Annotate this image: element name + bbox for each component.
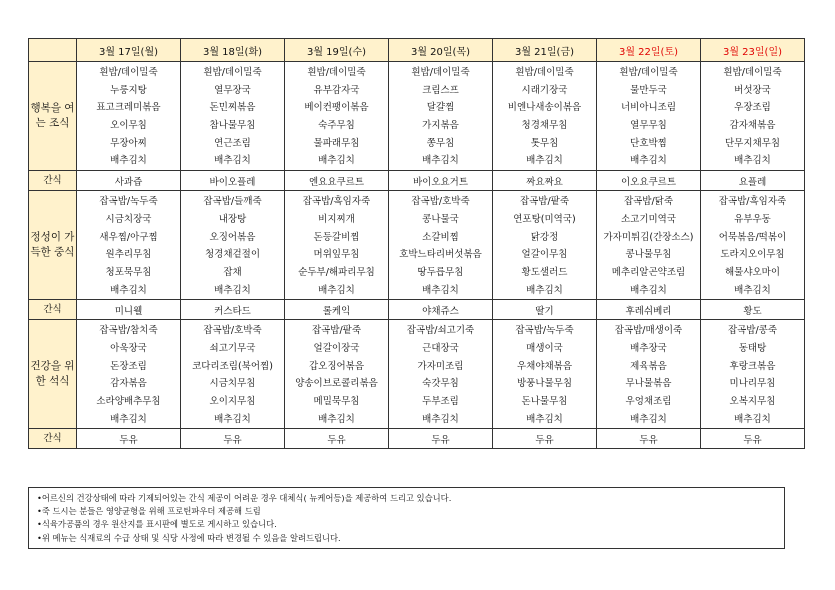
menu-item: 동태탕: [738, 342, 767, 354]
dinner-cell-1: [77, 320, 181, 429]
menu-item: 배추김치: [526, 284, 563, 296]
menu-item: 배추김치: [734, 155, 771, 167]
snack1-cell-1: 사과즙: [77, 171, 181, 191]
menu-item: 배추김치: [422, 284, 459, 296]
menu-item: 배추김치: [630, 413, 667, 425]
menu-item: 시금치무침: [209, 378, 256, 390]
menu-item: 가자미조림: [417, 360, 464, 372]
breakfast-row: [29, 62, 805, 171]
snack2-cell-7: 황도: [701, 300, 805, 320]
menu-item: 연근조림: [214, 137, 251, 149]
menu-item: 표고크레미볶음: [96, 102, 161, 114]
menu-item: 배추김치: [734, 284, 771, 296]
menu-item: 두부조림: [422, 396, 459, 407]
menu-item: 숙주무침: [318, 120, 355, 132]
dinner-cell-6: [597, 320, 701, 429]
menu-item: 내장탕: [218, 213, 247, 225]
menu-item: 콩나물국: [422, 213, 459, 225]
menu-item: 잡곡밥/흑임자죽: [718, 196, 787, 208]
breakfast-cell-6: [597, 62, 701, 171]
snack1-cell-4: 바이오요거트: [389, 171, 493, 191]
header-corner: [29, 39, 77, 62]
menu-item: 쇠고기무국: [209, 342, 256, 354]
menu-item: 배추김치: [734, 413, 771, 425]
menu-item: 흰밥/데이밀죽: [723, 67, 782, 78]
header-row: [29, 39, 805, 62]
menu-item: 배추김치: [422, 413, 459, 425]
menu-item: 열무장국: [214, 84, 251, 96]
breakfast-cell-7: [701, 62, 805, 171]
snack3-row: [29, 429, 805, 449]
menu-item: 얼갈이무침: [521, 249, 568, 261]
menu-item: 잡곡밥/닭죽: [623, 196, 674, 208]
snack3-cell-2: 두유: [181, 429, 285, 449]
menu-item: 청포묵무침: [105, 266, 152, 278]
menu-item: 배추김치: [214, 155, 251, 167]
breakfast-cell-5: [493, 62, 597, 171]
snack2-cell-2: 커스타드: [181, 300, 285, 320]
menu-item: 오이무침: [110, 120, 147, 132]
menu-item: 달걀찜: [426, 102, 455, 114]
menu-item: 후랑크볶음: [729, 360, 776, 372]
menu-item: 비엔나새송이볶음: [507, 102, 582, 114]
snack3-cell-1: 두유: [77, 429, 181, 449]
menu-item: 버섯장국: [734, 84, 771, 96]
menu-item: 단무지채무침: [724, 137, 781, 149]
menu-item: 유부우동: [734, 213, 771, 225]
menu-item: 흰밥/데이밀죽: [203, 67, 262, 78]
menu-item: 배추김치: [214, 413, 251, 425]
menu-item: 황도샐러드: [521, 266, 568, 278]
menu-item: 땅두릅무침: [417, 266, 464, 278]
menu-item: 물만두국: [630, 84, 667, 96]
menu-item: 양송이브로콜리볶음: [295, 378, 378, 390]
menu-item: 우엉채조림: [625, 396, 672, 407]
snack2-label: 간식: [29, 300, 77, 320]
menu-item: 미나리무침: [729, 378, 776, 390]
menu-item: 베이컨팽이볶음: [304, 102, 369, 114]
menu-item: 감자볶음: [110, 378, 147, 390]
dinner-label: 건강을 위한 석식: [29, 320, 77, 429]
menu-item: 소라양배추무침: [96, 396, 161, 407]
menu-item: 연포탕(미역국): [513, 213, 576, 225]
menu-item: 무장아찌: [110, 137, 147, 149]
menu-item: 누룽지탕: [110, 84, 147, 96]
menu-item: 배추김치: [630, 155, 667, 167]
menu-item: 잡곡밥/호박죽: [411, 196, 470, 208]
menu-item: 머위잎무침: [313, 249, 360, 261]
dinner-cell-7: [701, 320, 805, 429]
breakfast-cell-3: [285, 62, 389, 171]
menu-item: 크림스프: [422, 84, 459, 96]
snack2-cell-3: 롤케익: [285, 300, 389, 320]
snack2-cell-5: 딸기: [493, 300, 597, 320]
menu-item: 시래기장국: [521, 84, 568, 96]
note-line: •죽 드시는 분들은 영양균형을 위해 프로틴파우더 제공해 드림: [37, 506, 261, 517]
menu-item: 비지찌개: [318, 213, 355, 225]
menu-item: 쫑무침: [426, 137, 455, 149]
snack1-cell-6: 이오요쿠르트: [597, 171, 701, 191]
menu-item: 콩나물무침: [625, 249, 672, 261]
lunch-cell-5: [493, 191, 597, 300]
menu-item: 배추김치: [318, 155, 355, 167]
snack1-cell-3: 엔요요쿠르트: [285, 171, 389, 191]
menu-item: 잡곡밥/참치죽: [99, 325, 158, 337]
menu-item: 메추리알곤약조림: [611, 266, 686, 278]
menu-item: 배추김치: [318, 413, 355, 425]
menu-item: 소고기미역국: [620, 213, 677, 225]
lunch-cell-1: [77, 191, 181, 300]
menu-item: 오복지무침: [729, 396, 776, 407]
menu-item: 새우찜/아구찜: [99, 231, 158, 243]
note-line: •어르신의 건강상태에 따라 기제되어있는 간식 제공이 어려운 경우 대체식( 뉴케어등)을 제공하여 드리고 있습니다.: [37, 493, 452, 503]
menu-item: 배추김치: [422, 155, 459, 167]
notes-box: [28, 487, 785, 549]
menu-table: [28, 38, 805, 449]
menu-item: 흰밥/데이밀죽: [411, 67, 470, 78]
lunch-cell-7: [701, 191, 805, 300]
lunch-cell-4: [389, 191, 493, 300]
snack1-cell-2: 바이오플레: [181, 171, 285, 191]
snack2-cell-1: 미니웰: [77, 300, 181, 320]
note-line: •위 메뉴는 식재료의 수급 상태 및 식당 사정에 따라 변경될 수 있음을 알려드립니다.: [37, 532, 341, 543]
snack1-cell-5: 짜요짜요: [493, 171, 597, 191]
day-header-1: 3월 17일(월): [77, 39, 181, 62]
menu-item: 숙갓무침: [422, 378, 459, 390]
menu-item: 잡곡밥/녹두죽: [515, 325, 574, 337]
snack2-row: [29, 300, 805, 320]
menu-item: 갑오징어볶음: [308, 360, 365, 372]
menu-item: 소갈비찜: [422, 231, 459, 243]
menu-item: 제육볶음: [630, 360, 667, 372]
menu-item: 호박느타리버섯볶음: [399, 249, 482, 261]
menu-item: 돈나물무침: [521, 396, 568, 407]
snack3-cell-3: 두유: [285, 429, 389, 449]
menu-item: 잡곡밥/매생이죽: [614, 325, 683, 337]
menu-item: 메밀묵무침: [313, 396, 360, 407]
menu-item: 단호박찜: [630, 137, 667, 149]
menu-item: 잡곡밥/호박죽: [203, 325, 262, 337]
snack2-cell-4: 야채쥬스: [389, 300, 493, 320]
menu-item: 배추김치: [110, 155, 147, 167]
menu-item: 오이지무침: [209, 396, 256, 407]
menu-item: 잡곡밥/콩죽: [727, 325, 778, 337]
lunch-cell-6: [597, 191, 701, 300]
snack1-row: [29, 171, 805, 191]
menu-item: 물파래무침: [313, 137, 360, 149]
menu-item: 유부감자국: [313, 84, 360, 96]
menu-item: 흰밥/데이밀죽: [619, 67, 678, 78]
snack1-cell-7: 요플레: [701, 171, 805, 191]
menu-item: 배추김치: [110, 413, 147, 425]
menu-item: 감자채볶음: [729, 120, 776, 132]
menu-item: 방풍나물무침: [516, 378, 573, 390]
menu-item: 원추리무침: [105, 249, 152, 261]
menu-item: 어묵볶음/떡볶이: [718, 231, 787, 243]
menu-item: 잡곡밥/녹두죽: [99, 196, 158, 208]
menu-item: 배추김치: [526, 413, 563, 425]
menu-item: 우채야채볶음: [516, 360, 573, 372]
snack3-cell-5: 두유: [493, 429, 597, 449]
menu-item: 돈장조림: [110, 360, 147, 372]
menu-item: 배추김치: [214, 284, 251, 296]
menu-item: 청경채무침: [521, 120, 568, 132]
menu-item: 돈민찌볶음: [209, 102, 256, 114]
menu-item: 돈등갈비찜: [313, 231, 360, 243]
menu-item: 잡곡밥/흑임자죽: [302, 196, 371, 208]
breakfast-cell-1: [77, 62, 181, 171]
snack1-label: 간식: [29, 171, 77, 191]
day-header-5: 3월 21일(금): [493, 39, 597, 62]
dinner-cell-5: [493, 320, 597, 429]
day-header-3: 3월 19일(수): [285, 39, 389, 62]
dinner-cell-2: [181, 320, 285, 429]
menu-item: 가자미튀김(간장소스): [603, 231, 694, 243]
note-line: •식육가공품의 경우 원산지를 표시판에 별도로 게시하고 있습니다.: [37, 519, 277, 530]
day-header-7: 3월 23일(일): [701, 39, 805, 62]
menu-item: 너비아니조림: [620, 102, 677, 114]
menu-item: 배추김치: [630, 284, 667, 296]
menu-item: 코다리조림(북어찜): [192, 360, 273, 372]
breakfast-label: 행복을 여는 조식: [29, 62, 77, 171]
menu-item: 잡채: [223, 266, 242, 278]
dinner-cell-3: [285, 320, 389, 429]
menu-item: 우장조림: [734, 102, 771, 114]
dinner-row: [29, 320, 805, 429]
snack3-cell-4: 두유: [389, 429, 493, 449]
menu-item: 흰밥/데이밀죽: [99, 67, 158, 78]
snack3-cell-6: 두유: [597, 429, 701, 449]
menu-item: 잡곡밥/들깨죽: [203, 196, 262, 208]
menu-item: 가지볶음: [422, 120, 459, 132]
breakfast-cell-2: [181, 62, 285, 171]
menu-item: 얼갈이장국: [313, 342, 360, 354]
menu-item: 도라지오이무침: [720, 249, 785, 261]
lunch-label: 정성이 가득한 중식: [29, 191, 77, 300]
menu-item: 시금치장국: [105, 213, 152, 225]
menu-item: 톳무침: [530, 137, 559, 149]
day-header-6: 3월 22일(토): [597, 39, 701, 62]
menu-item: 참나물무침: [209, 120, 256, 132]
menu-item: 매생이국: [526, 342, 563, 354]
menu-item: 오징어볶음: [209, 231, 256, 243]
menu-item: 무나물볶음: [625, 378, 672, 390]
menu-item: 청경채겉절이: [204, 249, 261, 261]
menu-item: 순두부/해파리무침: [298, 266, 375, 278]
dinner-cell-4: [389, 320, 493, 429]
snack3-label: 간식: [29, 429, 77, 449]
menu-item: 배추김치: [318, 284, 355, 296]
menu-item: 흰밥/데이밀죽: [307, 67, 366, 78]
menu-item: 해물샤오마이: [724, 266, 781, 278]
snack3-cell-7: 두유: [701, 429, 805, 449]
menu-item: 잡곡밥/팥죽: [519, 196, 570, 208]
menu-item: 잡곡밥/팥죽: [311, 325, 362, 337]
lunch-row: [29, 191, 805, 300]
menu-item: 열무무침: [630, 120, 667, 132]
breakfast-cell-4: [389, 62, 493, 171]
menu-item: 흰밥/데이밀죽: [515, 67, 574, 78]
lunch-cell-2: [181, 191, 285, 300]
menu-item: 배추김치: [526, 155, 563, 167]
menu-item: 아욱장국: [110, 342, 147, 354]
menu-item: 근대장국: [422, 342, 459, 354]
day-header-2: 3월 18일(화): [181, 39, 285, 62]
menu-item: 닭강정: [530, 231, 559, 243]
menu-item: 배추김치: [110, 284, 147, 296]
menu-item: 잡곡밥/쇠고기죽: [406, 325, 475, 337]
day-header-4: 3월 20일(목): [389, 39, 493, 62]
lunch-cell-3: [285, 191, 389, 300]
snack2-cell-6: 후레쉬베리: [597, 300, 701, 320]
menu-item: 배추장국: [630, 342, 667, 354]
